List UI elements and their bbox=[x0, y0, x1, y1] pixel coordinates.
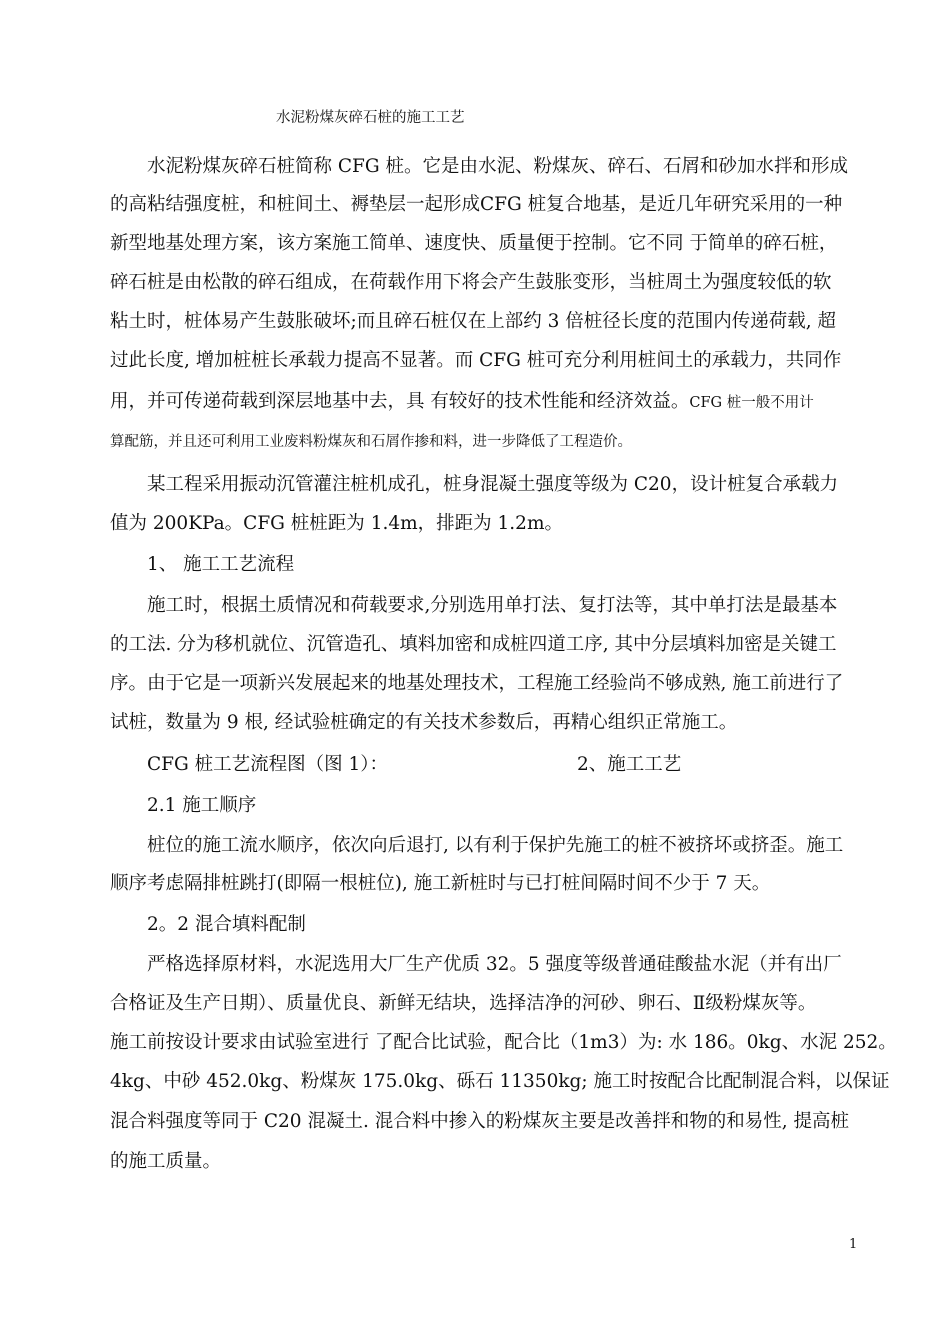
subsection-heading: 2.1 施工顺序 bbox=[147, 795, 257, 816]
section22-line: 施工前按设计要求由试验室进行 了配合比试验，配合比（1m3）为: 水 186。0kg、水泥 252。 bbox=[110, 1032, 897, 1053]
section22-line: 混合料强度等同于 C20 混凝土. 混合料中掺入的粉煤灰主要是改善拌和物的和易性, 提高桩 bbox=[110, 1111, 849, 1132]
intro-small-line: 算配筋，并且还可利用工业废料粉煤灰和石屑作掺和料，进一步降低了工程造价。 bbox=[110, 434, 632, 450]
section-heading: 1、 施工工艺流程 bbox=[147, 554, 295, 575]
section1-line: 试桩，数量为 9 根, 经试验桩确定的有关技术参数后，再精心组织正常施工。 bbox=[110, 712, 738, 733]
intro-small-tail: CFG 桩一般不用计 bbox=[689, 395, 814, 411]
project-line: 某工程采用振动沉管灌注桩机成孔，桩身混凝土强度等级为 C20，设计桩复合承载力 bbox=[147, 474, 839, 495]
section21-line: 桩位的施工流水顺序，依次向后退打, 以有利于保护先施工的桩不被挤坏或挤歪。施工 bbox=[147, 835, 844, 856]
section22-line: 合格证及生产日期）、质量优良、新鲜无结块，选择洁净的河砂、卵石、Ⅱ级粉煤灰等。 bbox=[110, 993, 817, 1014]
section1-line: 序。由于它是一项新兴发展起来的地基处理技术，工程施工经验尚不够成熟, 施工前进行了 bbox=[110, 673, 844, 694]
section21-line: 顺序考虑隔排桩跳打(即隔一根桩位), 施工新桩时与已打桩间隔时间不少于 7 天。 bbox=[110, 873, 771, 894]
section1-line: 施工时，根据土质情况和荷载要求,分别选用单打法、复打法等，其中单打法是最基本 bbox=[147, 595, 838, 616]
intro-line: 新型地基处理方案，该方案施工简单、速度快、质量便于控制。它不同 于简单的碎石桩， bbox=[110, 233, 838, 254]
intro-line: 过此长度, 增加桩桩长承载力提高不显著。而 CFG 桩可充分利用桩间土的承载力，共同作 bbox=[110, 350, 842, 371]
section22-line: 严格选择原材料，水泥选用大厂生产优质 32。5 强度等级普通硅酸盐水泥（并有出厂 bbox=[147, 954, 842, 975]
intro-line bbox=[110, 390, 814, 415]
project-line: 值为 200KPa。CFG 桩桩距为 1.4m，排距为 1.2m。 bbox=[110, 513, 563, 534]
intro-line: 的高粘结强度桩，和桩间土、褥垫层一起形成CFG 桩复合地基，是近几年研究采用的一种 bbox=[110, 194, 843, 215]
page-number: 1 bbox=[849, 1237, 858, 1252]
flowchart-caption: CFG 桩工艺流程图（图 1）： bbox=[147, 754, 389, 775]
section22-line: 的施工质量。 bbox=[110, 1151, 222, 1172]
section1-line: 的工法. 分为移机就位、沉管造孔、填料加密和成桩四道工序, 其中分层填料加密是关键工 bbox=[110, 634, 837, 655]
intro-line: 碎石桩是由松散的碎石组成，在荷载作用下将会产生鼓胀变形，当桩周土为强度较低的软 bbox=[110, 272, 832, 293]
intro-line: 粘土时，桩体易产生鼓胀破坏;而且碎石桩仅在上部约 3 倍桩径长度的范围内传递荷载, 超 bbox=[110, 311, 837, 332]
section-heading: 2、施工工艺 bbox=[577, 754, 682, 775]
intro-line: 水泥粉煤灰碎石桩简称 CFG 桩。它是由水泥、粉煤灰、碎石、石屑和砂加水拌和形成 bbox=[147, 156, 849, 177]
document-title: 水泥粉煤灰碎石桩的施工工艺 bbox=[276, 110, 465, 126]
intro-line-main: 用，并可传递荷载到深层地基中去，具 有较好的技术性能和经济效益。 bbox=[110, 391, 690, 412]
section22-line: 4kg、中砂 452.0kg、粉煤灰 175.0kg、砾石 11350kg; 施工时按配合比配制混合料，以保证 bbox=[110, 1071, 890, 1092]
subsection-heading: 2。2 混合填料配制 bbox=[147, 914, 306, 935]
